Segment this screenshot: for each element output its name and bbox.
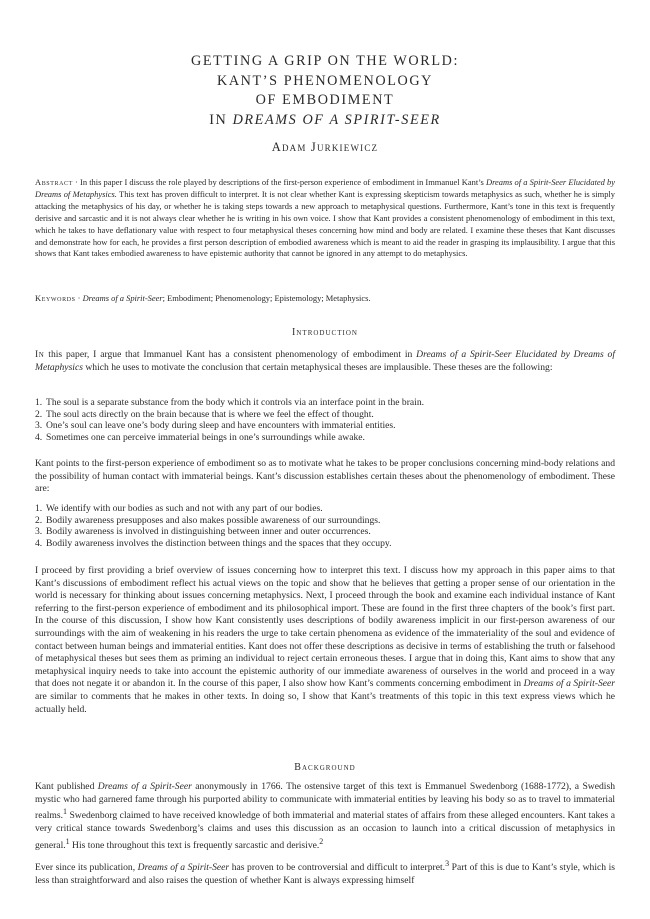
title-line-4 — [0, 111, 650, 131]
background-paragraph-1 — [35, 781, 615, 852]
abstract-label: Abstract — [35, 177, 73, 187]
intro-paragraph-3 — [35, 565, 615, 716]
footnote-ref[interactable]: 3 — [445, 859, 450, 868]
intro-p1-book-title: Dreams of a Spirit-Seer Elucidated by Dreams of Metaphysics — [35, 349, 615, 373]
list-text: Sometimes one can perceive immaterial beings in one’s surroundings while awake. — [46, 431, 365, 443]
list-item — [35, 397, 615, 409]
list-number: 2. — [35, 514, 43, 526]
list-item — [35, 420, 615, 432]
bg-p2-text-mid: has proven to be controversial and difficult to interpret. — [229, 862, 446, 874]
footnote-ref[interactable]: 1 — [65, 836, 70, 846]
keywords-rest: ; Embodiment; Phenomenology; Epistemology; Metaphysics. — [162, 293, 371, 303]
list-item — [35, 538, 615, 550]
list-text: One’s soul can leave one’s body during sleep and have encounters with immaterial entities. — [46, 420, 396, 432]
bg-p2-text-start: Ever since its publication, — [35, 862, 138, 874]
paper-title — [0, 52, 650, 130]
abstract-text-rest: This text has proven difficult to interpret. It is not clear whether Kant is expressing skepticism towards metaphysics as such, whether he is simply attacking the metaphysics of his day, or whether he is taking steps towards a new approach to metaphysical questions. Furthermore, Kant’s tone in this text is frequently derisive and sarcastic and it is not always clear whether he is writing in his own voice. I show that Kant provides a consistent phenomenology of embodiment in this text, which he takes to have deflationary value with respect to four metaphysical theses concerning how mind and body are related. I examine these theses that Kant discusses and demonstrate how for each, he provides a first person description of embodied awareness which is meant to aid the reader in grasping its implausibility. I argue that this shows that Kant takes embodied awareness to have epistemic authority that cannot be ignored in any attempt to do metaphysics. — [35, 188, 615, 259]
footnote-ref[interactable]: 1 — [62, 807, 67, 817]
list-number: 1. — [35, 397, 43, 408]
list-text: Bodily awareness involves the distinction between things and the spaces that they occupy. — [46, 537, 392, 549]
bg-p2-book-title: Dreams of a Spirit-Seer — [137, 862, 230, 874]
theses-list — [35, 397, 615, 443]
intro-lead-word: In — [35, 349, 45, 360]
list-number: 4. — [35, 431, 43, 443]
intro-p3-book-title: Dreams of a Spirit-Seer — [523, 678, 615, 690]
keywords-italic: Dreams of a Spirit-Seer — [82, 293, 163, 303]
title-line-3: OF EMBODIMENT — [255, 92, 395, 108]
title-line-4-prefix: IN — [209, 111, 233, 128]
list-text: The soul is a separate substance from the body which it controls via an interface point in the brain. — [46, 397, 425, 408]
bg-p1-text-mid: anonymously in 1766. The ostensive target of this text is Emmanuel Swedenborg (1688-1772), a Swedish mystic who had garnered fame through his purported ability to communicate with immaterial entities by leaving his body so as to travel to immaterial realms. — [35, 781, 615, 822]
keywords-label: Keywords — [35, 293, 76, 303]
keywords — [35, 293, 615, 305]
author-name: Adam Jurkiewicz — [271, 140, 379, 154]
intro-p3-text-start: I proceed by first providing a brief overview of issues concerning how to interpret this text. I discuss how my approach in this paper aims to that Kant’s discussions of embodiment reflect his actual views on the topic and show that he believes that getting a proper sense of our orientation in the world is necessary for thinking about issues concerning metaphysics. Next, I proceed through the book and examine each individual instance of Kant referring to the first-person experience of embodiment and its philosophical import. These are found in the first three chapters of the book’s first part. In the course of this discussion, I show how Kant consistently uses descriptions of bodily awareness implicit in our first-person awareness of our surroundings with the aim of weakening in his readers the urge to take certain phenomena as evidence of the immateriality of the soul and evidence of contact between human beings and immaterial entities. Kant does not offer these descriptions as decisive in terms of establishing the truth or falsehood of metaphysical theses but sees them as priming an individual to reject certain erroneous theses. I argue that in doing this, Kant aims to show that any metaphysical inquiry needs to take into account the epistemic authority of our immediate awareness of ourselves in the world and proceed in a way that does not negate it or abandon it. In the course of this paper, I also show how Kant’s comments concerning embodiment in — [35, 565, 615, 690]
footnote-ref[interactable]: 2 — [319, 836, 324, 846]
list-number: 2. — [35, 408, 43, 420]
intro-p1-text-start: this paper, I argue that Immanuel Kant has a consistent phenomenology of embodiment in — [44, 349, 417, 360]
intro-p1-text-end: which he uses to motivate the conclusion that certain metaphysical theses are implausible. These theses are the following: — [82, 361, 553, 373]
list-item — [35, 409, 615, 421]
keywords-separator: · — [75, 293, 83, 303]
claims-list — [35, 503, 615, 549]
abstract-book-title: Dreams of a Spirit-Seer Elucidated by Dreams of Metaphysics. — [35, 177, 616, 199]
list-item — [35, 503, 615, 515]
background-paragraph-2 — [35, 858, 615, 887]
list-number: 3. — [35, 526, 43, 538]
list-number: 4. — [35, 537, 43, 549]
abstract-text-start: In this paper I discuss the role played by descriptions of the first-person experience of embodiment in Immanuel Kant’s — [80, 177, 486, 187]
title-line-1: GETTING A GRIP ON THE WORLD: — [191, 53, 459, 69]
intro-paragraph-2: Kant points to the first-person experience of embodiment so as to motivate what he takes to be proper conclusions concerning mind-body relations and the possibility of human contact with immaterial beings. Kant’s discussion establishes certain theses about the phenomenology of embodiment. These are: — [35, 458, 615, 495]
intro-p3-text-end: are similar to comments that he makes in other texts. In doing so, I show that Kant’s treatments of this topic in this text express views which he actually held. — [35, 690, 615, 715]
bg-p1-text-start: Kant published — [35, 781, 98, 792]
bg-p2-text-end: Part of this is due to Kant’s style, which is less than straightforward and also raises the question of whether Kant is always expressing himself — [35, 862, 616, 886]
list-number: 1. — [35, 503, 43, 514]
bg-p1-text-mid2: Swedenborg claimed to have received knowledge of both immaterial and material states of affairs from these alleged encounters. Kant takes a very critical stance towards Swedenborg’s claims and uses this discussion as an occasion to launch into a critical discussion of metaphysics in general. — [35, 810, 615, 851]
list-item — [35, 432, 615, 444]
bg-p1-book-title: Dreams of a Spirit-Seer — [97, 781, 192, 792]
list-item — [35, 526, 615, 538]
list-text: Bodily awareness is involved in distinguishing between inner and outer occurrences. — [46, 526, 371, 538]
abstract — [35, 177, 615, 260]
title-line-2: KANT’S PHENOMENOLOGY — [216, 72, 434, 89]
section-heading-introduction: Introduction — [292, 327, 358, 338]
bg-p1-text-end: His tone throughout this text is frequently sarcastic and derisive. — [69, 839, 320, 851]
section-heading-background: Background — [294, 762, 356, 773]
list-text: Bodily awareness presupposes and also makes possible awareness of our surroundings. — [46, 514, 381, 526]
list-number: 3. — [35, 420, 43, 432]
abstract-separator: · — [72, 177, 81, 187]
title-line-4-italic: DREAMS OF A SPIRIT-SEER — [232, 111, 441, 128]
list-item — [35, 515, 615, 527]
list-text: The soul acts directly on the brain because that is where we feel the effect of thought. — [46, 408, 374, 420]
intro-paragraph-1 — [35, 349, 615, 374]
list-text: We identify with our bodies as such and not with any part of our bodies. — [46, 503, 323, 514]
